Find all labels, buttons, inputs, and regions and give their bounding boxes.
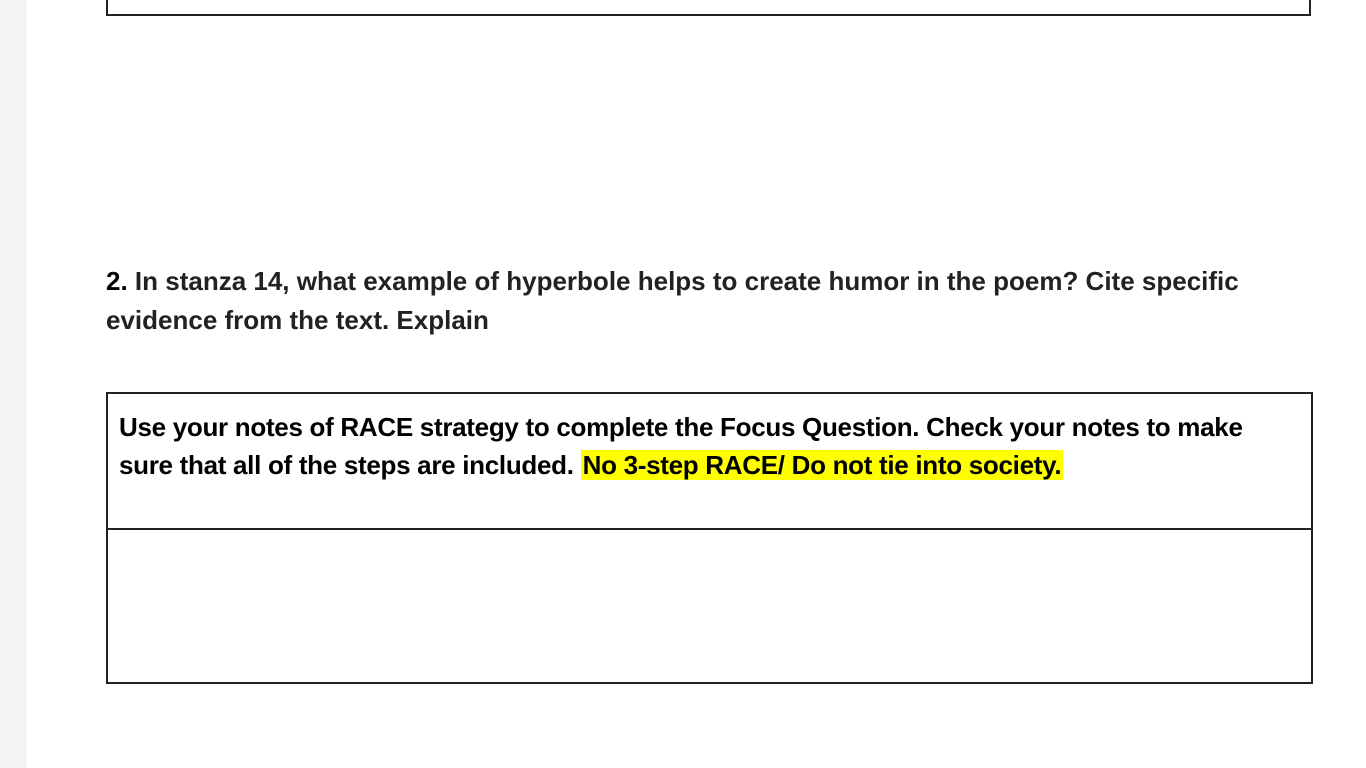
response-cell[interactable] [108,530,1311,682]
answer-table [106,392,1313,684]
question-2 [106,262,1306,340]
highlighted-instruction: No 3-step RACE/ Do not tie into society. [582,450,1062,480]
left-gutter [0,0,26,768]
document-page [26,0,1366,768]
previous-answer-box[interactable] [106,0,1311,16]
question-number: 2. [106,266,128,296]
question-text: In stanza 14, what example of hyperbole helps to create humor in the poem? Cite specific evidence from the text. Explain [106,266,1239,335]
instructions-text: Use your notes of RACE strategy to complete the Focus Question. Check your notes to make sure that all of the steps are included. [119,412,1243,480]
instructions-cell [108,394,1311,530]
